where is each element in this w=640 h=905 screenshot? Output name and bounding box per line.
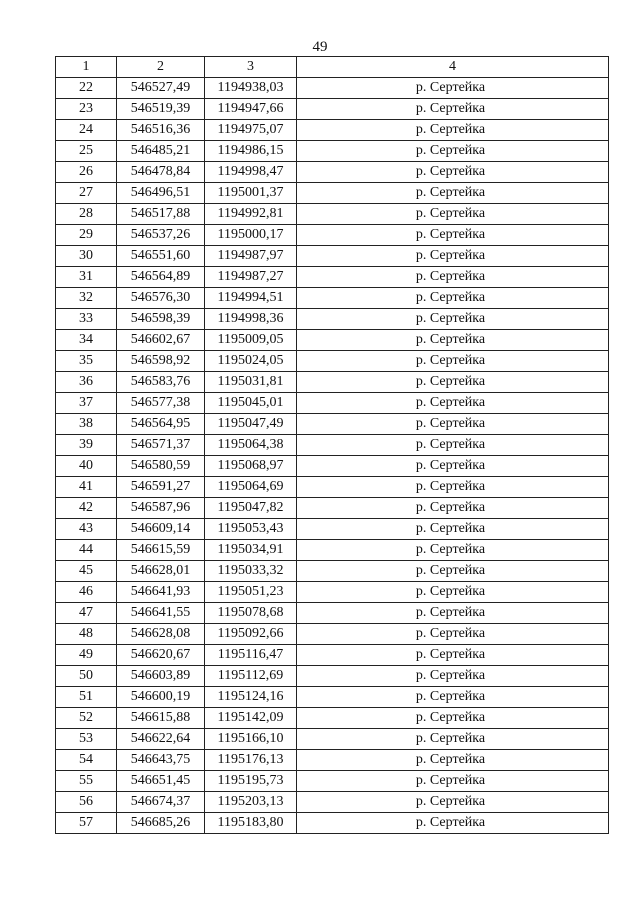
x-coordinate-cell: 546651,45	[117, 771, 205, 792]
y-coordinate-cell: 1195009,05	[205, 330, 297, 351]
x-coordinate-cell: 546685,26	[117, 813, 205, 834]
description-cell: р. Сертейка	[297, 351, 609, 372]
point-number-cell: 24	[56, 120, 117, 141]
table-row	[56, 603, 609, 624]
point-number-cell: 57	[56, 813, 117, 834]
point-number-cell: 33	[56, 309, 117, 330]
description-cell: р. Сертейка	[297, 624, 609, 645]
table-row	[56, 351, 609, 372]
point-number-cell: 27	[56, 183, 117, 204]
x-coordinate-cell: 546478,84	[117, 162, 205, 183]
table-row	[56, 561, 609, 582]
x-coordinate-cell: 546527,49	[117, 78, 205, 99]
x-coordinate-cell: 546609,14	[117, 519, 205, 540]
y-coordinate-cell: 1195183,80	[205, 813, 297, 834]
point-number-cell: 51	[56, 687, 117, 708]
table-row	[56, 708, 609, 729]
description-cell: р. Сертейка	[297, 792, 609, 813]
table-row	[56, 645, 609, 666]
y-coordinate-cell: 1195092,66	[205, 624, 297, 645]
y-coordinate-cell: 1195176,13	[205, 750, 297, 771]
table-row	[56, 582, 609, 603]
header-col-3: 3	[205, 57, 297, 78]
point-number-cell: 25	[56, 141, 117, 162]
y-coordinate-cell: 1195203,13	[205, 792, 297, 813]
point-number-cell: 49	[56, 645, 117, 666]
description-cell: р. Сертейка	[297, 645, 609, 666]
point-number-cell: 39	[56, 435, 117, 456]
point-number-cell: 23	[56, 99, 117, 120]
description-cell: р. Сертейка	[297, 99, 609, 120]
x-coordinate-cell: 546517,88	[117, 204, 205, 225]
x-coordinate-cell: 546603,89	[117, 666, 205, 687]
description-cell: р. Сертейка	[297, 246, 609, 267]
point-number-cell: 29	[56, 225, 117, 246]
table-row	[56, 183, 609, 204]
x-coordinate-cell: 546577,38	[117, 393, 205, 414]
point-number-cell: 46	[56, 582, 117, 603]
x-coordinate-cell: 546598,92	[117, 351, 205, 372]
x-coordinate-cell: 546641,93	[117, 582, 205, 603]
description-cell: р. Сертейка	[297, 771, 609, 792]
y-coordinate-cell: 1195053,43	[205, 519, 297, 540]
x-coordinate-cell: 546622,64	[117, 729, 205, 750]
description-cell: р. Сертейка	[297, 267, 609, 288]
description-cell: р. Сертейка	[297, 120, 609, 141]
y-coordinate-cell: 1195024,05	[205, 351, 297, 372]
point-number-cell: 34	[56, 330, 117, 351]
x-coordinate-cell: 546643,75	[117, 750, 205, 771]
description-cell: р. Сертейка	[297, 288, 609, 309]
y-coordinate-cell: 1194994,51	[205, 288, 297, 309]
y-coordinate-cell: 1194998,47	[205, 162, 297, 183]
description-cell: р. Сертейка	[297, 141, 609, 162]
table-row	[56, 666, 609, 687]
x-coordinate-cell: 546580,59	[117, 456, 205, 477]
point-number-cell: 41	[56, 477, 117, 498]
table-row	[56, 813, 609, 834]
x-coordinate-cell: 546571,37	[117, 435, 205, 456]
table-row	[56, 624, 609, 645]
x-coordinate-cell: 546551,60	[117, 246, 205, 267]
description-cell: р. Сертейка	[297, 540, 609, 561]
point-number-cell: 52	[56, 708, 117, 729]
x-coordinate-cell: 546576,30	[117, 288, 205, 309]
description-cell: р. Сертейка	[297, 393, 609, 414]
table-row	[56, 372, 609, 393]
point-number-cell: 31	[56, 267, 117, 288]
table-row	[56, 519, 609, 540]
y-coordinate-cell: 1195078,68	[205, 603, 297, 624]
x-coordinate-cell: 546516,36	[117, 120, 205, 141]
description-cell: р. Сертейка	[297, 309, 609, 330]
description-cell: р. Сертейка	[297, 162, 609, 183]
y-coordinate-cell: 1194938,03	[205, 78, 297, 99]
table-row	[56, 750, 609, 771]
point-number-cell: 30	[56, 246, 117, 267]
table-row	[56, 729, 609, 750]
description-cell: р. Сертейка	[297, 603, 609, 624]
y-coordinate-cell: 1195034,91	[205, 540, 297, 561]
description-cell: р. Сертейка	[297, 225, 609, 246]
description-cell: р. Сертейка	[297, 498, 609, 519]
description-cell: р. Сертейка	[297, 330, 609, 351]
y-coordinate-cell: 1195112,69	[205, 666, 297, 687]
description-cell: р. Сертейка	[297, 435, 609, 456]
y-coordinate-cell: 1195142,09	[205, 708, 297, 729]
y-coordinate-cell: 1195000,17	[205, 225, 297, 246]
table-row	[56, 267, 609, 288]
point-number-cell: 40	[56, 456, 117, 477]
point-number-cell: 50	[56, 666, 117, 687]
table-row	[56, 162, 609, 183]
description-cell: р. Сертейка	[297, 183, 609, 204]
point-number-cell: 38	[56, 414, 117, 435]
y-coordinate-cell: 1195051,23	[205, 582, 297, 603]
description-cell: р. Сертейка	[297, 729, 609, 750]
description-cell: р. Сертейка	[297, 687, 609, 708]
y-coordinate-cell: 1195064,69	[205, 477, 297, 498]
x-coordinate-cell: 546537,26	[117, 225, 205, 246]
y-coordinate-cell: 1195124,16	[205, 687, 297, 708]
y-coordinate-cell: 1195068,97	[205, 456, 297, 477]
point-number-cell: 37	[56, 393, 117, 414]
y-coordinate-cell: 1194992,81	[205, 204, 297, 225]
y-coordinate-cell: 1194998,36	[205, 309, 297, 330]
point-number-cell: 53	[56, 729, 117, 750]
y-coordinate-cell: 1194975,07	[205, 120, 297, 141]
description-cell: р. Сертейка	[297, 78, 609, 99]
point-number-cell: 48	[56, 624, 117, 645]
y-coordinate-cell: 1194987,97	[205, 246, 297, 267]
description-cell: р. Сертейка	[297, 477, 609, 498]
y-coordinate-cell: 1194987,27	[205, 267, 297, 288]
y-coordinate-cell: 1195166,10	[205, 729, 297, 750]
y-coordinate-cell: 1195064,38	[205, 435, 297, 456]
page-number: 49	[312, 39, 328, 55]
table-header	[56, 57, 609, 78]
table-row	[56, 309, 609, 330]
point-number-cell: 56	[56, 792, 117, 813]
point-number-cell: 44	[56, 540, 117, 561]
coordinates-table	[55, 56, 609, 834]
header-row	[56, 57, 609, 78]
description-cell: р. Сертейка	[297, 204, 609, 225]
point-number-cell: 32	[56, 288, 117, 309]
description-cell: р. Сертейка	[297, 372, 609, 393]
y-coordinate-cell: 1194947,66	[205, 99, 297, 120]
header-col-1: 1	[56, 57, 117, 78]
y-coordinate-cell: 1195047,82	[205, 498, 297, 519]
point-number-cell: 54	[56, 750, 117, 771]
table-row	[56, 99, 609, 120]
point-number-cell: 42	[56, 498, 117, 519]
point-number-cell: 55	[56, 771, 117, 792]
description-cell: р. Сертейка	[297, 519, 609, 540]
y-coordinate-cell: 1195195,73	[205, 771, 297, 792]
x-coordinate-cell: 546598,39	[117, 309, 205, 330]
description-cell: р. Сертейка	[297, 666, 609, 687]
description-cell: р. Сертейка	[297, 456, 609, 477]
y-coordinate-cell: 1195031,81	[205, 372, 297, 393]
description-cell: р. Сертейка	[297, 414, 609, 435]
point-number-cell: 26	[56, 162, 117, 183]
x-coordinate-cell: 546641,55	[117, 603, 205, 624]
table-row	[56, 246, 609, 267]
x-coordinate-cell: 546583,76	[117, 372, 205, 393]
x-coordinate-cell: 546564,95	[117, 414, 205, 435]
table-row	[56, 141, 609, 162]
description-cell: р. Сертейка	[297, 750, 609, 771]
y-coordinate-cell: 1194986,15	[205, 141, 297, 162]
point-number-cell: 36	[56, 372, 117, 393]
x-coordinate-cell: 546591,27	[117, 477, 205, 498]
x-coordinate-cell: 546485,21	[117, 141, 205, 162]
description-cell: р. Сертейка	[297, 813, 609, 834]
x-coordinate-cell: 546600,19	[117, 687, 205, 708]
description-cell: р. Сертейка	[297, 582, 609, 603]
x-coordinate-cell: 546587,96	[117, 498, 205, 519]
x-coordinate-cell: 546628,08	[117, 624, 205, 645]
table-row	[56, 792, 609, 813]
header-col-4: 4	[297, 57, 609, 78]
x-coordinate-cell: 546519,39	[117, 99, 205, 120]
table-row	[56, 414, 609, 435]
table-row	[56, 120, 609, 141]
x-coordinate-cell: 546615,59	[117, 540, 205, 561]
table-row	[56, 393, 609, 414]
table-row	[56, 78, 609, 99]
point-number-cell: 43	[56, 519, 117, 540]
table-row	[56, 204, 609, 225]
table-row	[56, 477, 609, 498]
header-col-2: 2	[117, 57, 205, 78]
x-coordinate-cell: 546620,67	[117, 645, 205, 666]
point-number-cell: 35	[56, 351, 117, 372]
description-cell: р. Сертейка	[297, 561, 609, 582]
x-coordinate-cell: 546615,88	[117, 708, 205, 729]
table-row	[56, 288, 609, 309]
table-row	[56, 456, 609, 477]
table-row	[56, 771, 609, 792]
point-number-cell: 22	[56, 78, 117, 99]
description-cell: р. Сертейка	[297, 708, 609, 729]
point-number-cell: 45	[56, 561, 117, 582]
x-coordinate-cell: 546564,89	[117, 267, 205, 288]
x-coordinate-cell: 546602,67	[117, 330, 205, 351]
table-row	[56, 435, 609, 456]
table-row	[56, 330, 609, 351]
y-coordinate-cell: 1195033,32	[205, 561, 297, 582]
point-number-cell: 28	[56, 204, 117, 225]
y-coordinate-cell: 1195045,01	[205, 393, 297, 414]
table-row	[56, 225, 609, 246]
y-coordinate-cell: 1195047,49	[205, 414, 297, 435]
table-row	[56, 540, 609, 561]
x-coordinate-cell: 546674,37	[117, 792, 205, 813]
table-row	[56, 687, 609, 708]
table-row	[56, 498, 609, 519]
point-number-cell: 47	[56, 603, 117, 624]
y-coordinate-cell: 1195001,37	[205, 183, 297, 204]
x-coordinate-cell: 546496,51	[117, 183, 205, 204]
x-coordinate-cell: 546628,01	[117, 561, 205, 582]
y-coordinate-cell: 1195116,47	[205, 645, 297, 666]
table-body	[56, 78, 609, 834]
